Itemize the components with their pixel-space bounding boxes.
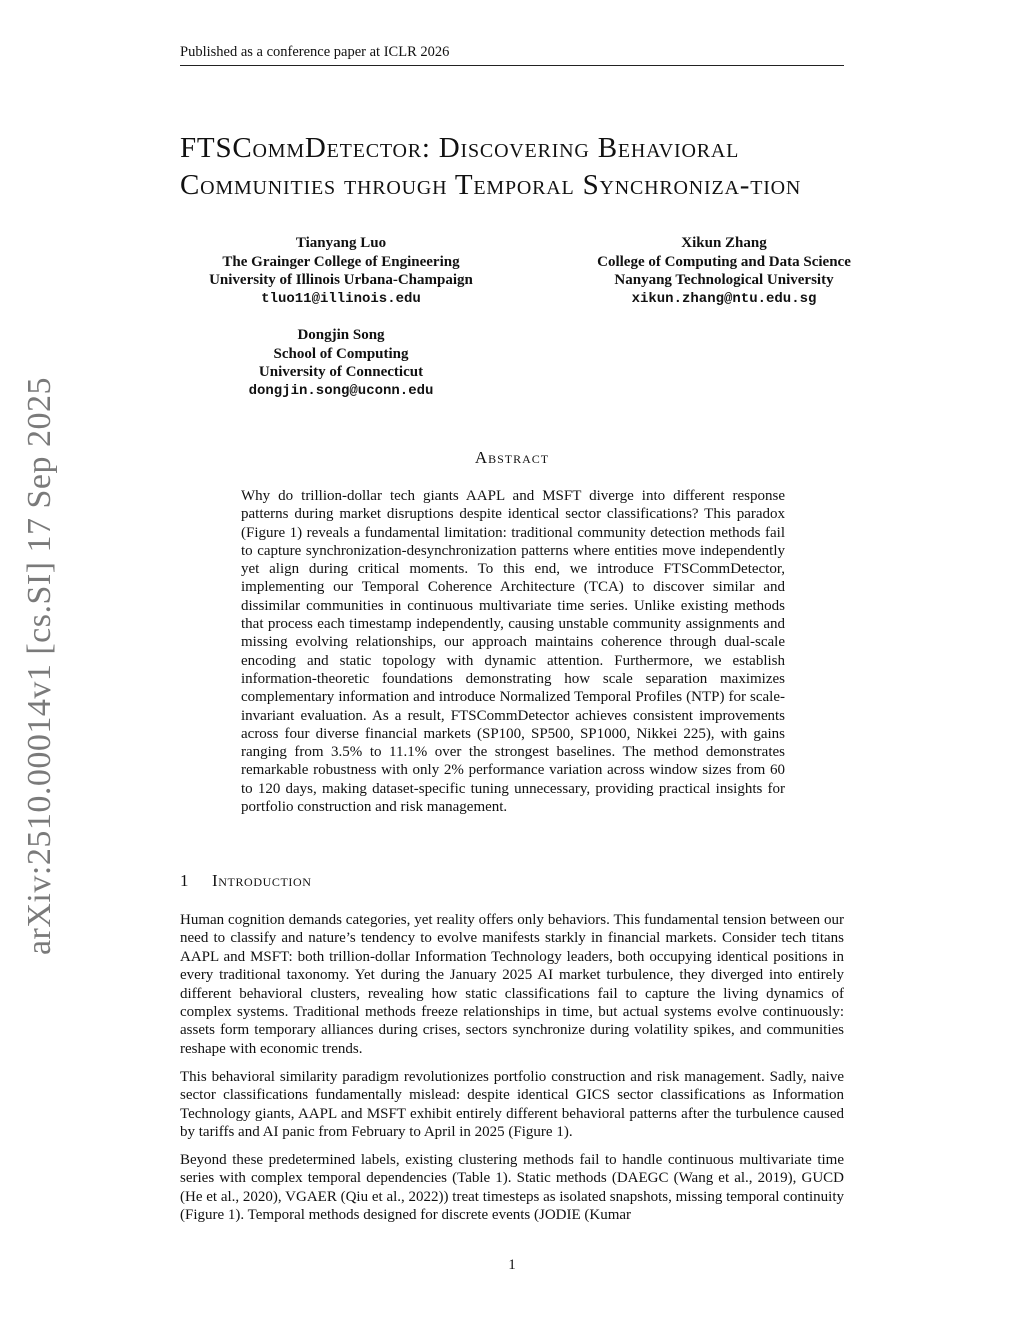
author-affiliation: University of Illinois Urbana-Champaign xyxy=(209,272,473,288)
author-affiliation: The Grainger College of Engineering xyxy=(222,253,460,270)
paper-title: FTSCommDetector: Discovering Behavioral Communities through Temporal Synchroniza-tion xyxy=(180,132,802,201)
author-email[interactable]: dongjin.song@uconn.edu xyxy=(248,382,434,399)
conference-header: Published as a conference paper at ICLR 2026 xyxy=(180,44,844,66)
author-block-3 xyxy=(200,326,482,400)
abstract-heading: Abstract xyxy=(474,448,550,467)
abstract-body: Why do trillion-dollar tech giants AAPL and MSFT diverge into different response patterns during market disruptions despite identical sector classifications? This paradox (Figure 1) reveals a fundamental limitation: traditional community detection methods fail to capture synchronization-desynchronization patterns where entities move independently yet align during critical moments. To this end, we introduce FTSCommDetector, implementing our Temporal Coherence Architecture (TCA) to discover similar and dissimilar communities in continuous multivariate time series. Unlike existing methods that process each timestamp independently, causing unstable community assignments and missing evolving relationships, our approach maintains coherence through dual-scale encoding and static topology with dynamic attention. Furthermore, we establish information-theoretic foundations demonstrating how scale separation maximizes complementary information and introduce Normalized Temporal Profiles (NTP) for scale-invariant evaluation. As a result, FTSCommDetector achieves consistent improvements across four diverse financial markets (SP100, SP500, SP1000, Nikkei 225), with gains ranging from 3.5% to 11.1% over the strongest baselines. The method demonstrates remarkable robustness with only 2% performance variation across window sizes from 60 to 120 days, making dataset-specific tuning unnecessary, providing practical insights for portfolio construction and risk management. xyxy=(241,488,785,816)
section-title: Introduction xyxy=(212,871,312,890)
intro-paragraph-3: Beyond these predetermined labels, existing clustering methods fail to handle continuous multivariate time series with complex temporal dependencies (Table 1). Static methods (DAEGC (Wang et al., 2019), GUCD (He et al., 2020), VGAER (Qiu et al., 2022)) treat timesteps as isolated snapshots, missing temporal continuity (Figure 1). Temporal methods designed for discrete events (JODIE (Kumar xyxy=(180,1152,844,1224)
arxiv-identifier-stamp: arXiv:2510.00014v1 [cs.SI] 17 Sep 2025 xyxy=(21,376,58,956)
author-block-1 xyxy=(160,234,522,308)
author-name: Xikun Zhang xyxy=(681,235,767,251)
section-heading-introduction xyxy=(180,871,312,891)
author-affiliation: School of Computing xyxy=(273,345,409,362)
section-number: 1 xyxy=(180,871,190,890)
page-number: 1 xyxy=(508,1257,516,1273)
author-affiliation: College of Computing and Data Science xyxy=(597,253,851,270)
author-affiliation: University of Connecticut xyxy=(258,364,424,380)
author-name: Dongjin Song xyxy=(297,327,385,343)
author-affiliation: Nanyang Technological University xyxy=(614,272,834,288)
intro-paragraph-2: This behavioral similarity paradigm revolutionizes portfolio construction and risk management. Sadly, naive sector classifications fundamentally mislead: despite identical GICS sector classifications as Information Technology giants, AAPL and MSFT exhibit entirely different behavioral patterns after the turbulence caused by tariffs and AI panic from February to April in 2025 (Figure 1). xyxy=(180,1069,844,1141)
author-email[interactable]: xikun.zhang@ntu.edu.sg xyxy=(631,290,817,307)
author-block-2 xyxy=(562,234,886,308)
intro-paragraph-1: Human cognition demands categories, yet reality offers only behaviors. This fundamental tension between our need to classify and nature’s tendency to evolve manifests starkly in financial markets. Consider tech titans AAPL and MSFT: both trillion-dollar Information Technology leaders, both occupying identical positions in every traditional taxonomy. Yet during the January 2025 AI market turbulence, they diverged into entirely different behavioral clusters, revealing how static classifications fail to capture the living dynamics of complex systems. Traditional methods freeze relationships in time, but actual systems evolve continuously: assets form temporary alliances during crises, sectors synchronize during volatility spikes, and communities reshape with economic trends. xyxy=(180,912,844,1057)
author-email[interactable]: tluo11@illinois.edu xyxy=(261,290,421,307)
author-name: Tianyang Luo xyxy=(295,235,387,251)
